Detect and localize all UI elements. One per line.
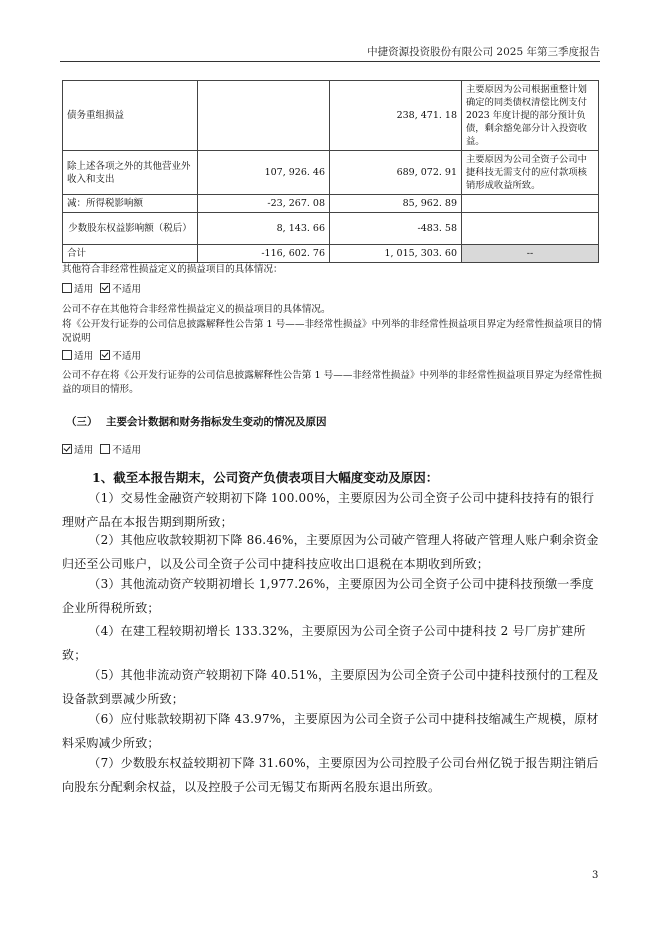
applicability-checkboxes (62, 283, 602, 297)
change-paragraph: （2）其他应收款较期初下降 86.46%，主要原因为公司破产管理人将破产管理人账户剩余资金归还至公司账户，以及公司全资子公司中捷科技应收出口退税在本期收到所致； (62, 533, 599, 571)
change-paragraph: （7）少数股东权益较期初下降 31.60%，主要原因为公司控股子公司台州亿锐于报告期注销后向股东分配剩余权益，以及控股子公司无锡艾布斯两名股东退出所致。 (62, 756, 599, 794)
checkbox-not-applicable[interactable] (100, 283, 110, 293)
change-paragraph: （1）交易性金融资产较期初下降 100.00%，主要原因为公司全资子公司中捷科技持有的银行理财产品在本报告期到期所致； (62, 491, 595, 529)
other-items-statement: 公司不存在其他符合非经常性损益定义的损益项目的具体情况。 (62, 304, 331, 315)
row-current: 107, 926. 46 (198, 151, 330, 195)
checkbox-label: 不适用 (112, 351, 142, 362)
checkbox-applicable[interactable] (62, 444, 72, 454)
row-note (462, 195, 599, 213)
section-title (66, 414, 327, 429)
row-item: 除上述各项之外的其他营业外收入和支出 (63, 151, 198, 195)
subsection-heading: 1、截至本报告期末，公司资产负债表项目大幅度变动及原因： (92, 470, 439, 485)
page-number: 3 (592, 870, 599, 881)
checkbox-label: 不适用 (112, 284, 142, 295)
row-note: -- (462, 245, 599, 263)
checkbox-label: 适用 (74, 351, 94, 362)
row-ytd: 238, 471. 18 (330, 81, 462, 151)
row-ytd: 85, 962. 89 (330, 195, 462, 213)
row-note: 主要原因为公司根据重整计划确定的同类债权清偿比例支付 2023 年度计提的部分预计负债，剩余豁免部分计入投资收益。 (462, 81, 599, 151)
row-current: 8, 143. 66 (198, 213, 330, 245)
row-item: 债务重组损益 (63, 81, 198, 151)
checkbox-applicable[interactable] (62, 350, 72, 360)
checkbox-label: 不适用 (112, 445, 142, 456)
row-ytd: -483. 58 (330, 213, 462, 245)
row-current: -116, 602. 76 (198, 245, 330, 263)
row-item: 少数股东权益影响额（税后） (63, 213, 198, 245)
non-recurring-gains-table (62, 80, 599, 263)
page-header: 中捷资源投资股份有限公司 2025 年第三季度报告 (367, 46, 600, 58)
reclassification-note: 将《公开发行证券的公司信息披露解释性公告第 1 号——非经常性损益》中列举的非经常性损益项目界定为经常性损益项目的情况说明 (62, 319, 602, 344)
checkbox-label: 适用 (74, 445, 94, 456)
row-note (462, 213, 599, 245)
checkbox-not-applicable[interactable] (100, 444, 110, 454)
table-row (63, 81, 599, 151)
row-ytd: 689, 072. 91 (330, 151, 462, 195)
change-paragraph: （6）应付账款较期初下降 43.97%，主要原因为公司全资子公司中捷科技缩减生产规模，原材料采购减少所致； (62, 712, 599, 750)
section-number: （三） (66, 416, 98, 428)
row-item: 合计 (63, 245, 198, 263)
checkbox-applicable[interactable] (62, 283, 72, 293)
table-row (63, 213, 599, 245)
applicability-checkboxes (62, 444, 602, 458)
other-items-line: 其他符合非经常性损益定义的损益项目的具体情况： (62, 264, 283, 275)
row-note: 主要原因为公司全资子公司中捷科技无需支付的应付款项核销形成收益所致。 (462, 151, 599, 195)
table-row (63, 195, 599, 213)
change-paragraph: （5）其他非流动资产较期初下降 40.51%，主要原因为公司全资子公司中捷科技预付的工程及设备款到票减少所致； (62, 668, 599, 706)
header-rule (60, 61, 600, 62)
section-title-text: 主要会计数据和财务指标发生变动的情况及原因 (106, 416, 327, 428)
applicability-checkboxes (62, 350, 602, 364)
row-current: -23, 267. 08 (198, 195, 330, 213)
table-row (63, 151, 599, 195)
checkbox-label: 适用 (74, 284, 94, 295)
row-ytd: 1, 015, 303. 60 (330, 245, 462, 263)
table-row (63, 245, 599, 263)
change-paragraph: （3）其他流动资产较期初增长 1,977.26%，主要原因为公司全资子公司中捷科技预缴一季度企业所得税所致； (62, 577, 594, 615)
checkbox-not-applicable[interactable] (100, 350, 110, 360)
reclassification-statement: 公司不存在将《公开发行证券的公司信息披露解释性公告第 1 号——非经常性损益》中列举的非经常性损益项目界定为经常性损益的项目的情形。 (62, 370, 602, 395)
change-paragraph: （4）在建工程较期初增长 133.32%，主要原因为公司全资子公司中捷科技 2 号厂房扩建所致； (62, 624, 586, 662)
row-item: 减：所得税影响额 (63, 195, 198, 213)
row-current (198, 81, 330, 151)
